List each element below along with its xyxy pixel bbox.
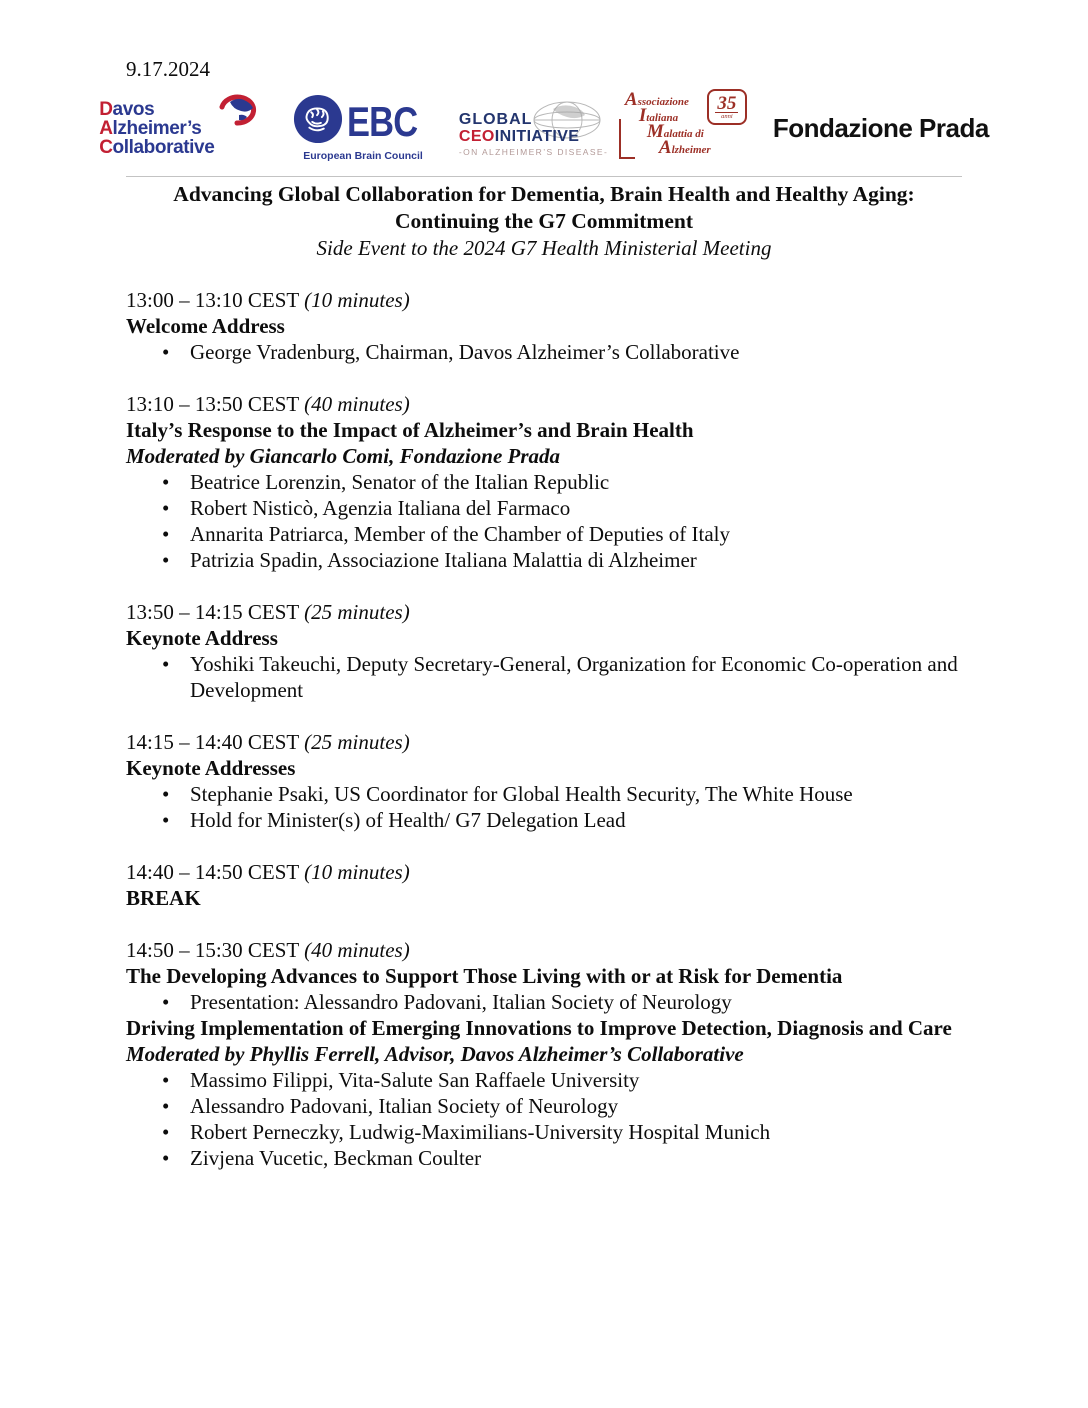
speaker-item: • Zivjena Vucetic, Beckman Coulter <box>126 1145 962 1171</box>
session-heading: Keynote Addresses <box>126 756 296 780</box>
agenda <box>126 287 962 1171</box>
session-time-line <box>126 859 962 885</box>
session-heading: Keynote Address <box>126 626 278 650</box>
session-duration: (40 minutes) <box>304 392 410 416</box>
aima-word1-initial: A <box>624 89 638 110</box>
document-title-line2: Continuing the G7 Commitment <box>394 209 694 233</box>
globe-swoosh-icon <box>215 92 261 133</box>
ceoi-word-initiative: INITIATIVE <box>494 128 580 145</box>
agenda-section <box>126 729 962 833</box>
session-heading: Welcome Address <box>126 314 285 338</box>
ceoi-caption: -ON ALZHEIMER’S DISEASE- <box>458 147 609 157</box>
speaker-item: • Stephanie Psaki, US Coordinator for Global Health Security, The White House <box>126 781 962 807</box>
dac-line2-initial: A <box>99 117 113 139</box>
agenda-section <box>126 859 962 911</box>
session-duration: (10 minutes) <box>304 860 410 884</box>
logo-band <box>99 86 989 170</box>
dac-line1-rest: avos <box>112 98 155 120</box>
fondazione-prada-logo: Fondazione Prada <box>772 112 989 143</box>
aima-word3-initial: M <box>646 121 664 142</box>
document-title-line1: Advancing Global Collaboration for Dementia, Brain Health and Healthy Aging: <box>173 182 915 206</box>
aima-word4-initial: A <box>658 137 672 158</box>
session-time-line <box>126 729 962 755</box>
european-brain-council-logo <box>293 94 433 162</box>
aima-word3-rest: alattia di <box>663 128 704 140</box>
agenda-section <box>126 287 962 365</box>
agenda-section <box>126 391 962 573</box>
aima-badge-caption: anni <box>721 112 733 120</box>
session-heading: BREAK <box>126 886 201 910</box>
session-duration: (25 minutes) <box>304 730 410 754</box>
document-date: 9.17.2024 <box>126 57 210 81</box>
speaker-item: • Alessandro Padovani, Italian Society of Neurology <box>126 1093 962 1119</box>
speaker-item: • Beatrice Lorenzin, Senator of the Italian Republic <box>126 469 962 495</box>
aima-word2-rest: taliana <box>646 112 679 124</box>
title-block <box>126 181 962 261</box>
aima-word4-rest: lzheimer <box>671 144 711 156</box>
speaker-item: • Yoshiki Takeuchi, Deputy Secretary-General, Organization for Economic Co-operation and Development <box>126 651 962 703</box>
agenda-section <box>126 599 962 703</box>
session-heading: The Developing Advances to Support Those Living with or at Risk for Dementia <box>126 964 843 988</box>
session-duration: (10 minutes) <box>304 288 410 312</box>
session-time-line <box>126 287 962 313</box>
speaker-item: • Massimo Filippi, Vita-Salute San Raffaele University <box>126 1067 962 1093</box>
ebc-caption: European Brain Council <box>303 150 423 162</box>
ebc-abbreviation: EBC <box>347 97 418 145</box>
agenda-section <box>126 937 962 1171</box>
aima-badge-number: 35 <box>717 92 737 114</box>
global-ceo-initiative-logo <box>458 99 609 157</box>
dac-line3-initial: C <box>99 136 113 158</box>
speaker-item: • Presentation: Alessandro Padovani, Italian Society of Neurology <box>126 989 962 1015</box>
speaker-item: • Hold for Minister(s) of Health/ G7 Delegation Lead <box>126 807 962 833</box>
dac-line1-initial: D <box>99 98 113 120</box>
speaker-item: • Patrizia Spadin, Associazione Italiana Malattia di Alzheimer <box>126 547 962 573</box>
session-time-line <box>126 599 962 625</box>
speaker-item: • George Vradenburg, Chairman, Davos Alzheimer’s Collaborative <box>126 339 962 365</box>
brain-circle-icon <box>293 94 343 149</box>
aima-word2-initial: I <box>638 105 647 126</box>
ceoi-word-global: GLOBAL <box>458 111 533 128</box>
speaker-item: • Robert Perneczky, Ludwig-Maximilians-University Hospital Munich <box>126 1119 962 1145</box>
session-time: 13:50 – 14:15 CEST <box>126 600 305 624</box>
aima-35-years-badge <box>707 89 747 125</box>
speaker-item: • Robert Nisticò, Agenzia Italiana del Farmaco <box>126 495 962 521</box>
session-time: 14:50 – 15:30 CEST <box>126 938 305 962</box>
header-divider <box>126 176 962 177</box>
speaker-item: • Annarita Patriarca, Member of the Chamber of Deputies of Italy <box>126 521 962 547</box>
session-moderator: Moderated by Giancarlo Comi, Fondazione Prada <box>126 444 561 468</box>
session-time: 14:40 – 14:50 CEST <box>126 860 305 884</box>
aima-logo <box>624 89 747 163</box>
dac-line3-rest: ollaborative <box>112 136 215 158</box>
session-time: 13:10 – 13:50 CEST <box>126 392 305 416</box>
session-time: 14:15 – 14:40 CEST <box>126 730 305 754</box>
ceoi-word-ceo: CEO <box>458 128 495 145</box>
session-time: 13:00 – 13:10 CEST <box>126 288 305 312</box>
aima-word1-rest: ssociazione <box>637 96 689 108</box>
session-duration: (40 minutes) <box>304 938 410 962</box>
session-heading: Driving Implementation of Emerging Innovations to Improve Detection, Diagnosis and Care <box>126 1016 952 1040</box>
session-time-line <box>126 391 962 417</box>
session-heading: Italy’s Response to the Impact of Alzheimer’s and Brain Health <box>126 418 694 442</box>
document-subtitle: Side Event to the 2024 G7 Health Ministerial Meeting <box>316 236 772 260</box>
session-moderator: Moderated by Phyllis Ferrell, Advisor, Davos Alzheimer’s Collaborative <box>126 1042 744 1066</box>
davos-alzheimers-collaborative-logo <box>99 100 267 157</box>
dac-line2-rest: lzheimer’s <box>112 117 202 139</box>
session-time-line <box>126 937 962 963</box>
session-duration: (25 minutes) <box>304 600 410 624</box>
